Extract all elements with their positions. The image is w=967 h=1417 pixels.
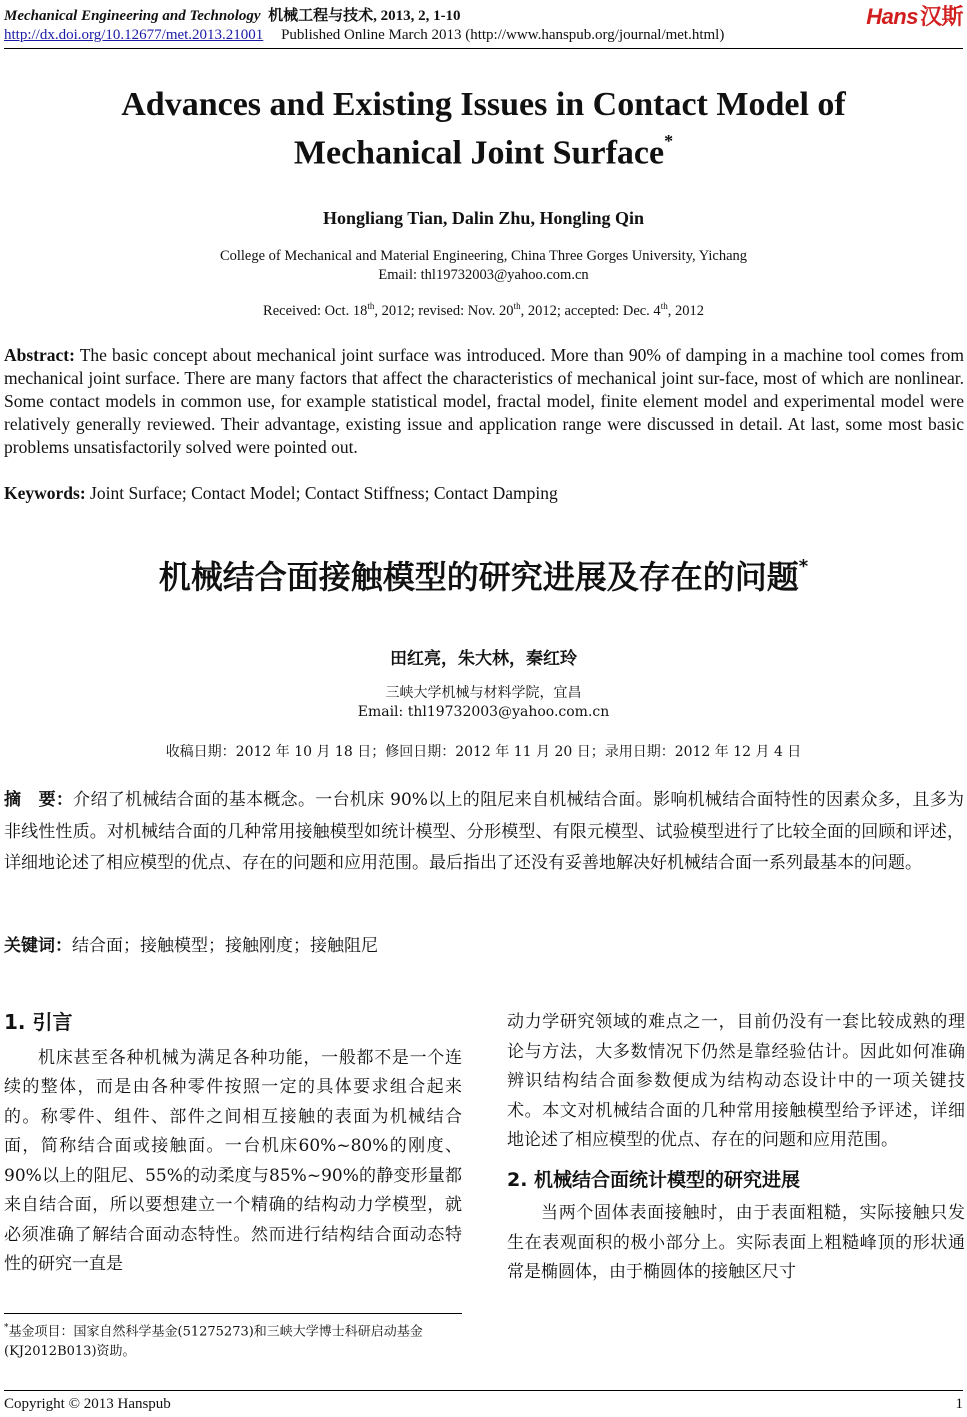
title-footnote-mark: * [664,131,674,151]
th-sup-1: th [367,301,375,311]
doi-link[interactable]: http://dx.doi.org/10.12677/met.2013.21001 [4,27,264,43]
journal-name: Mechanical Engineering and Technology [4,8,261,24]
th-sup-2: th [513,301,521,311]
english-affiliation: College of Mechanical and Material Engineering, China Three Gorges University, Yichang [219,248,748,264]
english-abstract [4,344,964,459]
journal-header [4,4,461,25]
logo-cn: 汉斯 [919,4,963,29]
doi-line [4,27,724,44]
chinese-authors: 田红亮，朱大林，秦红玲 [390,649,577,669]
chinese-title-text: 机械结合面接触模型的研究进展及存在的问题 [158,558,799,596]
chinese-title-mark: * [798,556,809,578]
copyright: Copyright © 2013 Hanspub [4,1396,171,1412]
left-column [4,1008,462,1280]
chinese-title [0,552,967,598]
chinese-abstract [4,785,964,880]
chinese-affiliation: 三峡大学机械与材料学院，宜昌 [385,685,582,701]
th-sup-3: th [660,301,668,311]
received-text-1: Received: Oct. 18 [263,302,368,319]
abstract-text: The basic concept about mechanical joint surface was introduced. More than 90% of damping in a machine tool comes from mechanical joint surface. There are many factors that affect the characteristics of mechanical joint sur-face, most of which are nonlinear. Some contact models in common use, for example statistical model, fractal model, finite element model and experimental model were relatively generally reviewed. Their advantage, existing issue and application range were discussed in detail. At last, some most basic problems unsatisfactorily solved were pointed out. [4,345,964,457]
english-keywords [4,483,558,504]
footnote-divider [4,1313,462,1314]
chinese-received-dates: 收稿日期：2012 年 10 月 18 日；修回日期：2012 年 11 月 20 日；录用日期：2012 年 12 月 4 日 [165,744,802,760]
english-title-line2: Mechanical Joint Surface [293,134,665,172]
chinese-keywords [4,931,378,956]
english-title [0,84,967,173]
received-text-4: , 2012 [667,302,704,319]
section-1-continuation: 动力学研究领域的难点之一，目前仍没有一套比较成熟的理论与方法，大多数情况下仍然是靠经验估计。因此如何准确辨识结构结合面参数便成为结构动态设计中的一项关键技术。本文对机械结合面的几种常用接触模型给予评述，详细地论述了相应模型的优点、存在的问题和应用范围。 [507,1012,965,1150]
logo-latin: Hans [866,4,918,29]
chinese-keywords-label: 关键词： [4,936,72,956]
received-text-2: , 2012; revised: Nov. 20 [374,302,514,319]
page-number: 1 [955,1396,963,1412]
english-affiliation-block [0,247,967,285]
english-email: Email: thl19732003@yahoo.com.cn [378,267,589,283]
footnote-mark: * [4,1323,9,1333]
english-received-dates [0,301,967,320]
abstract-label: Abstract: [4,345,75,365]
right-column [507,1008,965,1288]
english-authors: Hongliang Tian, Dalin Zhu, Hongling Qin [323,208,644,228]
published-online: Published Online March 2013 (http://www.hanspub.org/journal/met.html) [281,27,725,43]
journal-cn-info: 机械工程与技术, 2013, 2, 1-10 [268,8,461,24]
funding-footnote [4,1318,462,1362]
section-2-heading: 2. 机械结合面统计模型的研究进展 [507,1168,801,1191]
keywords-text: Joint Surface; Contact Model; Contact Stiffness; Contact Damping [85,483,558,503]
keywords-label: Keywords: [4,483,86,503]
footer-divider [4,1390,963,1391]
hanspub-logo [866,0,963,31]
section-1-heading: 1. 引言 [4,1010,73,1034]
section-1-paragraph: 机床甚至各种机械为满足各种功能，一般都不是一个连续的整体，而是由各种零件按照一定的具体要求组合起来的。称零件、组件、部件之间相互接触的表面为机械结合面，简称结合面或接触面。一台机床60%~80%的刚度、90%以上的阻尼、55%的动柔度与85%~90%的静变形量都来自结合面，所以要想建立一个精确的结构动力学模型，就必须准确了解结合面动态特性。然而进行结构结合面动态特性的研究一直是 [4,1047,462,1274]
chinese-affiliation-block [0,684,967,722]
chinese-keywords-text: 结合面；接触模型；接触刚度；接触阻尼 [72,936,378,956]
english-title-line1: Advances and Existing Issues in Contact Model of [121,86,846,123]
chinese-abstract-text: 介绍了机械结合面的基本概念。一台机床 90%以上的阻尼来自机械结合面。影响机械结合面特性的因素众多，且多为非线性性质。对机械结合面的几种常用接触模型如统计模型、分形模型、有限元模型、试验模型进行了比较全面的回顾和评述，详细地论述了相应模型的优点、存在的问题和应用范围。最后指出了还没有妥善地解决好机械结合面一系列最基本的问题。 [4,790,964,873]
footnote-text: 基金项目：国家自然科学基金(51275273)和三峡大学博士科研启动基金(KJ2012B013)资助。 [4,1324,423,1360]
chinese-abstract-label: 摘 要： [4,790,74,810]
chinese-email: Email: thl19732003@yahoo.com.cn [357,704,610,720]
received-text-3: , 2012; accepted: Dec. 4 [520,302,661,319]
header-divider [4,48,963,49]
section-2-paragraph: 当两个固体表面接触时，由于表面粗糙，实际接触只发生在表观面积的极小部分上。实际表面上粗糙峰顶的形状通常是椭圆体，由于椭圆体的接触区尺寸 [507,1203,965,1282]
